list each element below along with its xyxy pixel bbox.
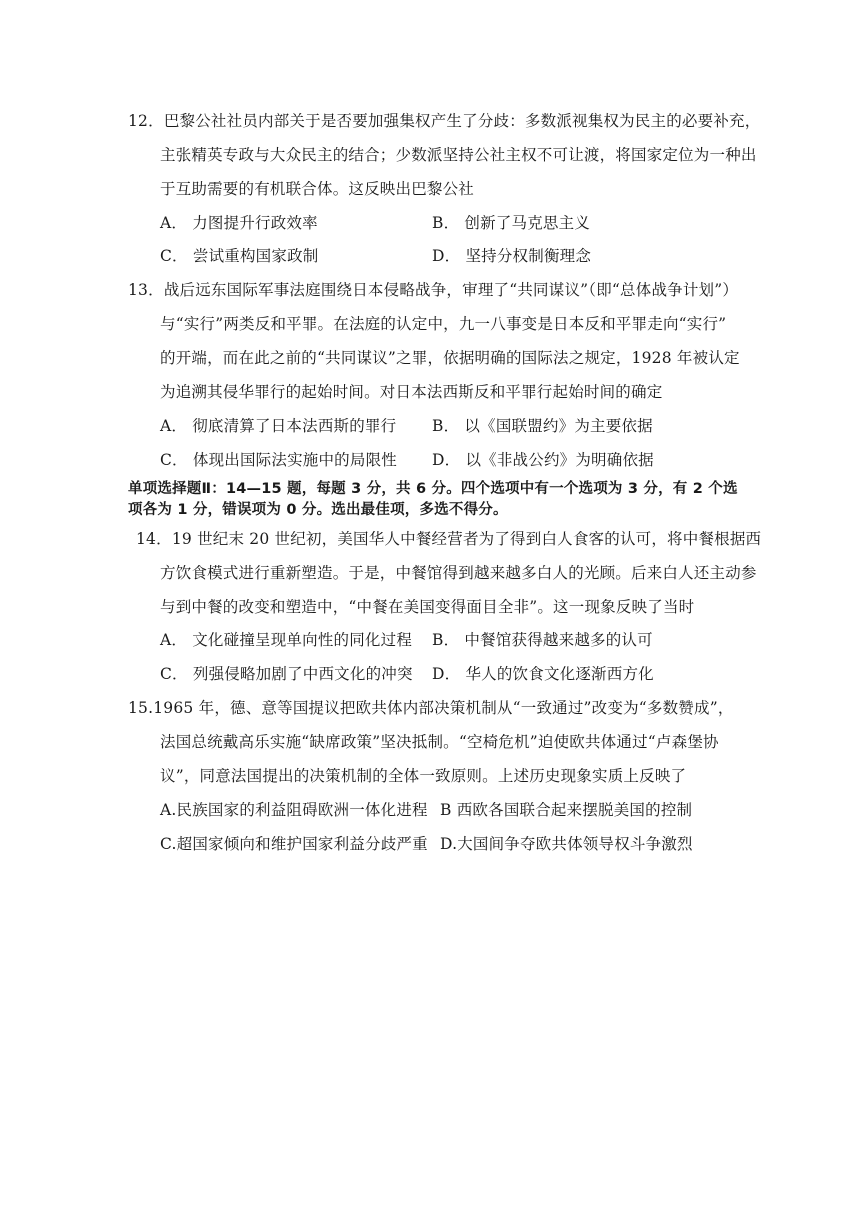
option-c: C.超国家倾向和维护国家利益分歧严重 [160, 835, 428, 853]
question-stem-line: 于互助需要的有机联合体。这反映出巴黎公社 [160, 180, 475, 198]
option-b: B． 中餐馆获得越来越多的认可 [432, 631, 653, 649]
question-stem-line: 与“实行”两类反和平罪。在法庭的认定中，九一八事变是日本反和平罪走向“实行” [160, 315, 727, 333]
option-c: C． 列强侵略加剧了中西文化的冲突 [160, 665, 413, 683]
question-stem-line: 13．战后远东国际军事法庭围绕日本侵略战争，审理了“共同谋议”（即“总体战争计划”） [128, 281, 739, 299]
question-stem-line: 的开端，而在此之前的“共同谋议”之罪，依据明确的国际法之规定，1928 年被认定 [160, 349, 740, 367]
option-a: A． 彻底清算了日本法西斯的罪行 [160, 417, 397, 435]
question-stem-line: 方饮食模式进行重新塑造。于是，中餐馆得到越来越多白人的光顾。后来白人还主动参 [160, 564, 757, 582]
option-d: D． 华人的饮食文化逐渐西方化 [432, 665, 654, 683]
option-a: A． 力图提升行政效率 [160, 214, 318, 232]
question-stem-line: 为追溯其侵华罪行的起始时间。对日本法西斯反和平罪行起始时间的确定 [160, 383, 663, 401]
question-stem-line: 法国总统戴高乐实施“缺席政策”坚决抵制。“空椅危机”迫使欧共体通过“卢森堡协 [160, 733, 719, 751]
option-b: B． 以《国联盟约》为主要依据 [432, 417, 653, 435]
section-heading-line: 单项选择题Ⅱ：14—15 题，每题 3 分，共 6 分。四个选项中有一个选项为 3 分，有 2 个选 [128, 481, 738, 497]
option-a: A． 文化碰撞呈现单向性的同化过程 [160, 631, 413, 649]
section-heading-line: 项各为 1 分，错误项为 0 分。选出最佳项，多选不得分。 [128, 502, 508, 518]
question-stem-line: 议”，同意法国提出的决策机制的全体一致原则。上述历史现象实质上反映了 [160, 767, 687, 785]
option-c: C． 尝试重构国家政制 [160, 247, 319, 265]
question-stem-line: 与到中餐的改变和塑造中，“中餐在美国变得面目全非”。这一现象反映了当时 [160, 598, 695, 616]
option-a: A.民族国家的利益阻碍欧洲一体化进程 [160, 801, 428, 819]
option-c: C． 体现出国际法实施中的局限性 [160, 451, 397, 469]
question-stem-line: 15.1965 年，德、意等国提议把欧共体内部决策机制从“一致通过”改变为“多数赞成”， [128, 699, 734, 717]
option-d: D.大国间争夺欧共体领导权斗争激烈 [440, 835, 693, 853]
option-d: D． 以《非战公约》为明确依据 [432, 451, 654, 469]
question-stem-line: 14．19 世纪末 20 世纪初，美国华人中餐经营者为了得到白人食客的认可，将中餐根据西 [136, 530, 762, 548]
option-b: B 西欧各国联合起来摆脱美国的控制 [440, 801, 693, 819]
option-d: D． 坚持分权制衡理念 [432, 247, 592, 265]
option-b: B． 创新了马克思主义 [432, 214, 591, 232]
question-stem-line: 12．巴黎公社社员内部关于是否要加强集权产生了分歧：多数派视集权为民主的必要补充， [128, 112, 761, 130]
question-stem-line: 主张精英专政与大众民主的结合；少数派坚持公社主权不可让渡，将国家定位为一种出 [160, 146, 757, 164]
